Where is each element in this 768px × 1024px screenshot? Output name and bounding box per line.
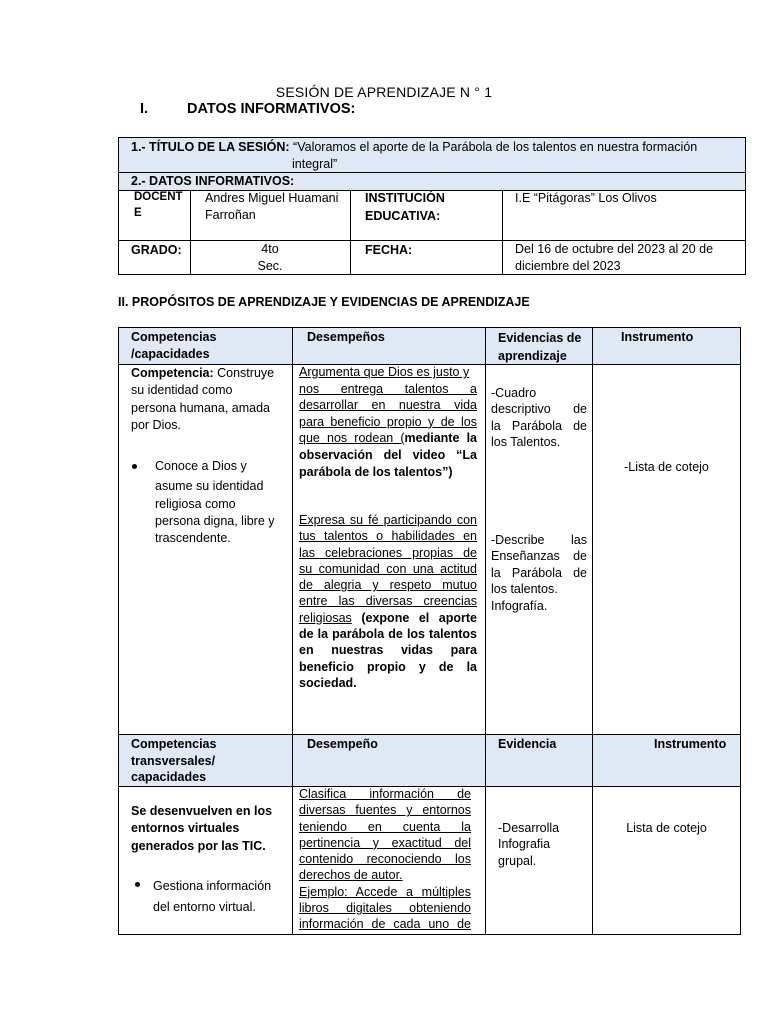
institucion-value: I.E “Pitágoras” Los Olivos: [515, 191, 657, 205]
section-2-heading: II. PROPÓSITOS DE APRENDIZAJE Y EVIDENCIAS DE APRENDIZAJE: [118, 295, 530, 309]
instrumento-2: Lista de cotejo: [626, 821, 707, 835]
session-title-label: 1.- TÍTULO DE LA SESIÓN:: [131, 140, 290, 154]
docente-label: DOCENT E: [134, 191, 183, 219]
competencia-transversal-text: Se desenvuelven en los entornos virtuales generados por las TIC.: [131, 804, 273, 853]
bullet-icon-2: [135, 882, 140, 887]
grado-value: 4to Sec.: [257, 242, 283, 273]
desempeno-1: Argumenta que Dios es justo y nos entrega talentos a desarrollar en nuestra vida para beneficio propio y de los que nos rodean (mediante la observación del video “La parábola de los talentos”): [299, 365, 477, 479]
header-evidencias: Evidencias de aprendizaje: [498, 331, 582, 363]
capacidad-transversal-text: Gestiona información del entorno virtual.: [153, 879, 272, 914]
header-competencias: Competencias /capacidades: [131, 330, 217, 361]
header-instrumento-2: Instrumento: [654, 737, 727, 751]
header-desempenos: Desempeños: [307, 330, 385, 344]
fecha-value: Del 16 de octubre del 2023 al 20 de diciembre del 2023: [515, 242, 714, 273]
fecha-label: FECHA:: [365, 243, 413, 257]
institucion-label: INSTITUCIÓN EDUCATIVA:: [365, 191, 445, 223]
header-competencias-transversales: Competencias transversales/ capacidades: [131, 737, 217, 784]
section-1-heading: [140, 101, 355, 117]
session-title-line-1: [131, 139, 741, 156]
capacidad-text: Conoce a Dios y asume su identidad religiosa como persona digna, libre y trascendente.: [155, 459, 275, 546]
session-title-text-2: integral”: [292, 157, 338, 171]
section-1-number: I.: [140, 101, 149, 117]
session-title-text-1: “Valoramos el aporte de la Parábola de los talentos en nuestra formación: [289, 140, 698, 154]
header-instrumento: Instrumento: [621, 330, 694, 344]
grado-label: GRADO:: [131, 243, 182, 257]
header-evidencia: Evidencia: [498, 737, 557, 751]
instrumento-1: -Lista de cotejo: [624, 460, 709, 474]
bullet-icon: [132, 464, 137, 469]
header-desempeno: Desempeño: [307, 737, 378, 751]
evidencia-2: -Describe las Enseñanzas de la Parábola de los talentos. Infografía.: [491, 533, 587, 613]
section-1-label: DATOS INFORMATIVOS:: [187, 101, 356, 117]
docente-value: Andres Miguel Huamani Farroñan: [205, 191, 339, 222]
page-title: SESIÓN DE APRENDIZAJE N ° 1: [275, 84, 493, 100]
desempeno-transversal: Clasifica información de diversas fuentes y entornos teniendo en cuenta la pertinencia y exactitud del contenido reconociendo los derechos de autor. Ejemplo: Accede a múltiples libros digitales obteniendo información de cada uno de: [299, 787, 471, 932]
desempeno-2: Expresa su fé participando con tus talentos o habilidades en las celebraciones propias de su comunidad con una actitud de alegria y respeto mutuo entre las diversas creencias religiosas (expone el aporte de la parábola de los talentos en nuestras vidas para beneficio propio y de la sociedad.: [299, 513, 477, 690]
evidencia-1: -Cuadro descriptivo de la Parábola de los Talentos.: [491, 386, 587, 450]
datos-label: 2.- DATOS INFORMATIVOS:: [131, 174, 295, 188]
evidencia-transversal: -Desarrolla Infografia grupal.: [498, 821, 560, 868]
competencia-text: Competencia: Construye su identidad como persona humana, amada por Dios.: [131, 366, 275, 432]
